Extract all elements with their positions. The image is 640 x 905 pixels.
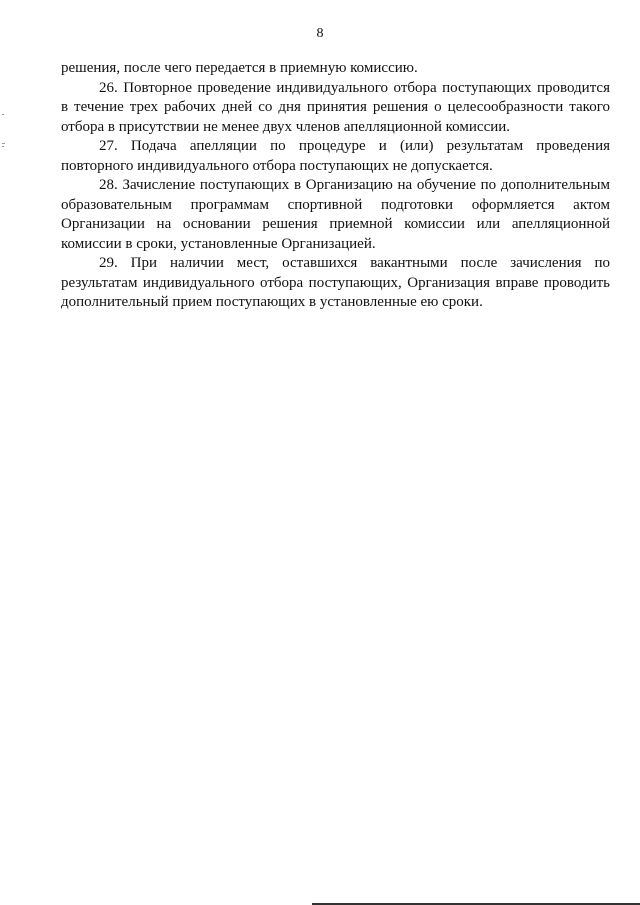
scan-artifact — [2, 143, 5, 144]
paragraph-28: 28. Зачисление поступающих в Организацию на обучение по дополнительным образовательным программам спортивной подготовки оформляется актом Организации на основании решения приемной комиссии или апелляционной комиссии в сроки, установленные Организацией. — [61, 177, 610, 252]
paragraph-26: 26. Повторное проведение индивидуального отбора поступающих проводится в течение трех рабочих дней со дня принятия решения о целесообразности такого отбора в присутствии не менее двух членов апелляционной комиссии. — [61, 79, 610, 135]
scan-artifact — [2, 146, 4, 147]
document-body — [61, 59, 610, 313]
paragraph-29: 29. При наличии мест, оставшихся вакантными после зачисления по результатам индивидуального отбора поступающих, Организация вправе проводить дополнительный прием поступающих в установленные ею сроки. — [61, 255, 610, 310]
scan-artifact — [2, 114, 4, 115]
paragraph-continuation: решения, после чего передается в приемную комиссию. — [61, 60, 418, 76]
page-number: 8 — [316, 26, 324, 41]
paragraph-27: 27. Подача апелляции по процедуре и (или) результатам проведения повторного индивидуального отбора поступающих не допускается. — [61, 138, 610, 174]
